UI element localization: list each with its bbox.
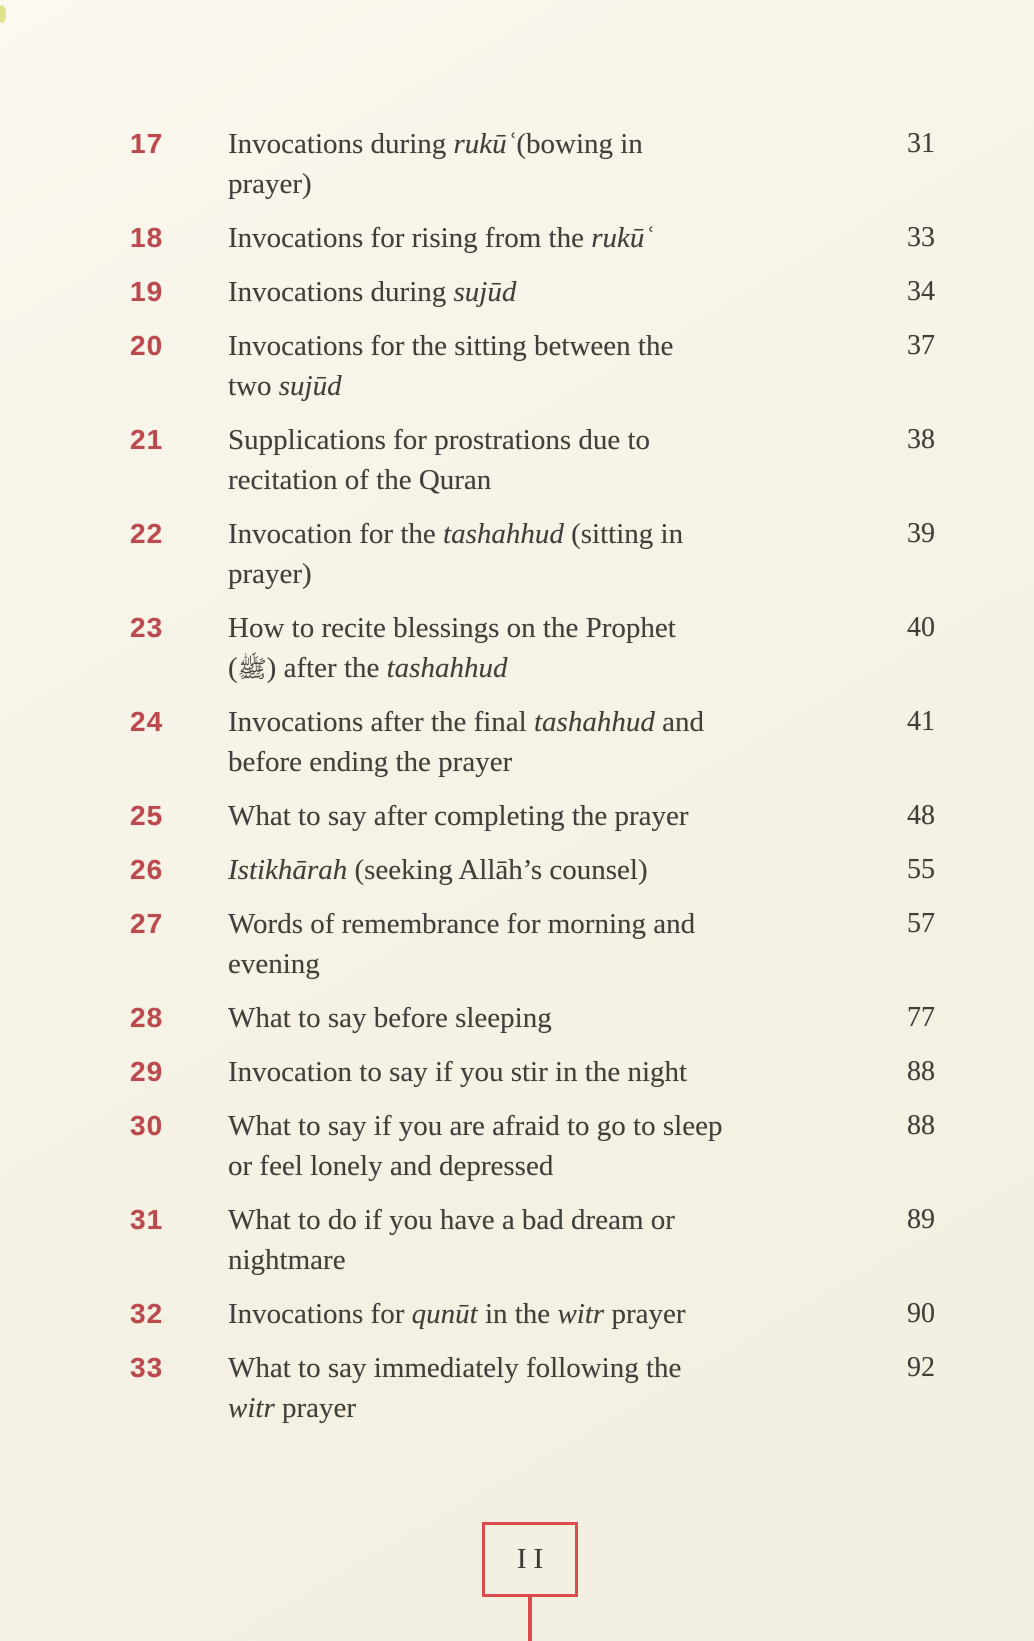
entry-title-line: witr prayer bbox=[228, 1392, 357, 1424]
entry-title-line: (ﷺ) after the tashahhud bbox=[228, 652, 508, 684]
chapter-number: 30 bbox=[130, 1110, 164, 1141]
toc-entry bbox=[130, 702, 935, 782]
entry-title bbox=[228, 124, 873, 204]
toc-entry bbox=[130, 998, 935, 1038]
page-marker-box bbox=[482, 1522, 578, 1597]
chapter-number: 25 bbox=[130, 800, 164, 831]
entry-title-line: prayer) bbox=[228, 558, 312, 590]
entry-title bbox=[228, 796, 873, 836]
toc-entry bbox=[130, 420, 935, 500]
entry-title-line: What to say before sleeping bbox=[228, 1002, 552, 1034]
page-number: 41 bbox=[907, 706, 935, 737]
chapter-number: 18 bbox=[130, 222, 164, 253]
entry-title bbox=[228, 998, 873, 1038]
toc-entry bbox=[130, 904, 935, 984]
toc-entry bbox=[130, 124, 935, 204]
chapter-number: 23 bbox=[130, 612, 164, 643]
chapter-number: 33 bbox=[130, 1352, 164, 1383]
chapter-number: 24 bbox=[130, 706, 164, 737]
entry-title-line: Invocation for the tashahhud (sitting in bbox=[228, 518, 684, 550]
chapter-number: 20 bbox=[130, 330, 164, 361]
toc-entry bbox=[130, 1052, 935, 1092]
entry-title bbox=[228, 1106, 873, 1186]
toc-entry bbox=[130, 218, 935, 258]
entry-title-line: Invocations during rukūʿ(bowing in bbox=[228, 128, 643, 160]
entry-title-line: Supplications for prostrations due to bbox=[228, 424, 651, 456]
entry-title-line: evening bbox=[228, 948, 320, 980]
page-number: 88 bbox=[907, 1056, 935, 1087]
page-number: 89 bbox=[907, 1204, 935, 1235]
entry-title-line: What to say immediately following the bbox=[228, 1352, 682, 1384]
toc-entry bbox=[130, 796, 935, 836]
chapter-number: 21 bbox=[130, 424, 164, 455]
toc-entry bbox=[130, 1294, 935, 1334]
entry-title-line: nightmare bbox=[228, 1244, 346, 1276]
entry-title-line: Words of remembrance for morning and bbox=[228, 908, 696, 940]
page-marker-label: II bbox=[516, 1543, 551, 1575]
page-number: 92 bbox=[907, 1352, 935, 1383]
toc-entry bbox=[130, 514, 935, 594]
chapter-number: 17 bbox=[130, 128, 164, 159]
toc-entry bbox=[130, 850, 935, 890]
entry-title-line: What to say if you are afraid to go to sleep bbox=[228, 1110, 723, 1142]
entry-title bbox=[228, 1052, 873, 1092]
footer-rule-line bbox=[528, 1597, 532, 1641]
entry-title bbox=[228, 326, 873, 406]
entry-title-line: recitation of the Quran bbox=[228, 464, 492, 496]
entry-title-line: Invocations during sujūd bbox=[228, 276, 517, 308]
entry-title-line: before ending the prayer bbox=[228, 746, 513, 778]
entry-title-line: or feel lonely and depressed bbox=[228, 1150, 554, 1182]
toc-entry bbox=[130, 1106, 935, 1186]
entry-title bbox=[228, 608, 873, 688]
chapter-number: 19 bbox=[130, 276, 164, 307]
page-number: 33 bbox=[907, 222, 935, 253]
page-number: 31 bbox=[907, 128, 935, 159]
page-number: 90 bbox=[907, 1298, 935, 1329]
page-number: 77 bbox=[907, 1002, 935, 1033]
toc-entry bbox=[130, 272, 935, 312]
toc-entry bbox=[130, 608, 935, 688]
entry-title bbox=[228, 904, 873, 984]
entry-title bbox=[228, 1294, 873, 1334]
page-number: 40 bbox=[907, 612, 935, 643]
entry-title bbox=[228, 1200, 873, 1280]
page-number: 55 bbox=[907, 854, 935, 885]
toc-entry bbox=[130, 1348, 935, 1428]
page-number: 88 bbox=[907, 1110, 935, 1141]
entry-title-line: prayer) bbox=[228, 168, 312, 200]
toc-list bbox=[130, 124, 935, 1442]
entry-title bbox=[228, 420, 873, 500]
entry-title-line: Invocation to say if you stir in the night bbox=[228, 1056, 688, 1088]
chapter-number: 31 bbox=[130, 1204, 164, 1235]
entry-title bbox=[228, 702, 873, 782]
entry-title bbox=[228, 272, 873, 312]
entry-title-line: How to recite blessings on the Prophet bbox=[228, 612, 676, 644]
chapter-number: 22 bbox=[130, 518, 164, 549]
entry-title-line: two sujūd bbox=[228, 370, 342, 402]
entry-title-line: Invocations for the sitting between the bbox=[228, 330, 674, 362]
entry-title-line: What to do if you have a bad dream or bbox=[228, 1204, 675, 1236]
page-number: 37 bbox=[907, 330, 935, 361]
entry-title bbox=[228, 850, 873, 890]
page-number: 34 bbox=[907, 276, 935, 307]
entry-title bbox=[228, 1348, 873, 1428]
toc-entry bbox=[130, 326, 935, 406]
chapter-number: 32 bbox=[130, 1298, 164, 1329]
entry-title-line: What to say after completing the prayer bbox=[228, 800, 689, 832]
toc-entry bbox=[130, 1200, 935, 1280]
entry-title-line: Istikhārah (seeking Allāh’s counsel) bbox=[228, 854, 648, 886]
entry-title bbox=[228, 218, 873, 258]
page-number: 38 bbox=[907, 424, 935, 455]
entry-title-line: Invocations for rising from the rukūʿ bbox=[228, 222, 655, 254]
scan-artifact bbox=[0, 5, 6, 23]
chapter-number: 29 bbox=[130, 1056, 164, 1087]
entry-title-line: Invocations for qunūt in the witr prayer bbox=[228, 1298, 686, 1330]
page-number: 39 bbox=[907, 518, 935, 549]
page-number: 57 bbox=[907, 908, 935, 939]
chapter-number: 27 bbox=[130, 908, 164, 939]
entry-title bbox=[228, 514, 873, 594]
page-number: 48 bbox=[907, 800, 935, 831]
entry-title-line: Invocations after the final tashahhud and bbox=[228, 706, 704, 738]
chapter-number: 28 bbox=[130, 1002, 164, 1033]
chapter-number: 26 bbox=[130, 854, 164, 885]
